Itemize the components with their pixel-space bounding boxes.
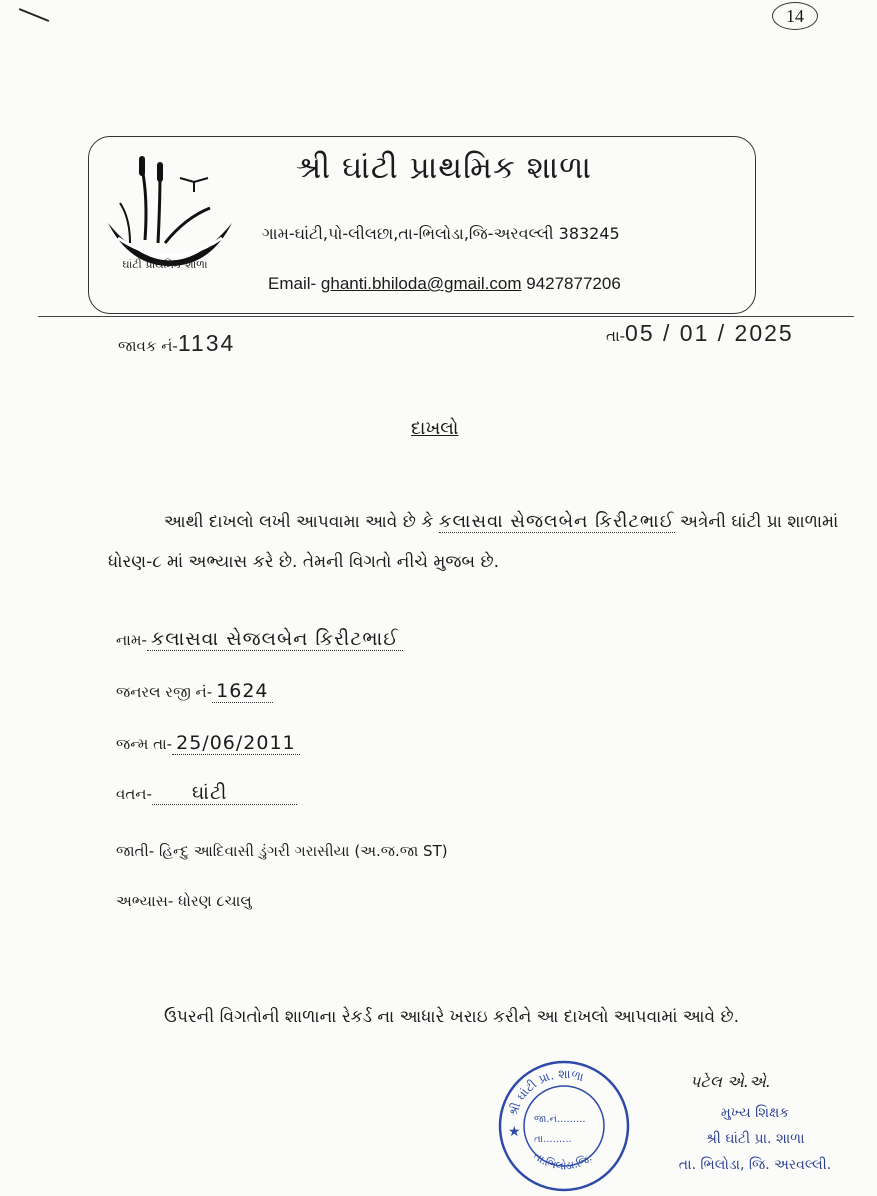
dob-value: 25/06/2011: [172, 732, 300, 755]
study-value: ધોરણ ૮ચાલુ: [178, 892, 252, 910]
pen-mark: [19, 8, 49, 22]
signatory-stamp: [640, 1100, 870, 1178]
caste-label: જાતી-: [116, 842, 155, 860]
contact-line: [268, 274, 621, 294]
study-field: [116, 892, 252, 910]
name-label: નામ-: [116, 631, 147, 649]
name-value: કલાસવા સેજલબેન કિરીટભાઈ: [147, 628, 403, 651]
school-stamp-icon: [494, 1056, 634, 1196]
phone-number: 9427877206: [526, 274, 621, 293]
signatory-place: તા. ભિલોડા, જિ. અરવલ્લી.: [678, 1157, 832, 1173]
native-label: વતન-: [116, 785, 152, 803]
header-divider: [38, 316, 854, 317]
stamp-line-2: તા.........: [534, 1134, 572, 1145]
dob-label: જન્મ તા-: [116, 735, 173, 753]
outward-label: જાવક નં-: [118, 337, 178, 355]
outward-number: [118, 330, 235, 357]
date-value: 05 / 01 / 2025: [625, 320, 794, 346]
outward-value: 1134: [177, 330, 236, 356]
document-heading: દાખલો: [411, 418, 459, 439]
letter-date: [606, 320, 794, 347]
school-address: ગામ-ઘાંટી,પો-લીલછા,તા-ભિલોડા,જિ-અરવલ્લી 383245: [262, 224, 620, 243]
native-field: [116, 782, 297, 804]
star-icon: ★: [508, 1124, 521, 1140]
name-field: [116, 628, 403, 650]
email-label: Email-: [268, 274, 317, 293]
closing-paragraph: ઉપરની વિગતોની શાળાના રેકર્ડ ના આધારે ખરાઇ કરીને આ દાખલો આપવામાં આવે છે.: [164, 1007, 740, 1027]
handwritten-signature: પટેલ એ.એ.: [690, 1072, 771, 1091]
stamp-bottom-text: તા.ભિલોડા.જિ.: [531, 1149, 595, 1173]
svg-text:તા.ભિલોડા.જિ.: [531, 1149, 594, 1172]
stamp-line-1: જા.નં.........: [534, 1114, 586, 1125]
email-link[interactable]: ghanti.bhiloda@gmail.com: [320, 274, 522, 293]
caste-value: હિન્દુ આદિવાસી ડુંગરી ગરાસીયા (અ.જ.જા ST): [158, 842, 448, 860]
stamp-top-text: શ્રી ઘાંટી પ્રા. શાળા: [505, 1066, 586, 1118]
logo-caption: ઘાંટી પ્રાથમિક શાળા: [122, 258, 208, 271]
gr-field: [116, 680, 273, 702]
page-number: 14: [772, 2, 818, 30]
signatory-school: શ્રી ઘાંટી પ્રા. શાળા: [705, 1131, 805, 1147]
student-name-inline: કલાસવા સેજલબેન કિરીટભાઈ: [438, 511, 675, 532]
continuation-text: અત્રેની ઘાંટી પ્રા શાળામાં ધોરણ-૮ માં અભ્યાસ કરે છે. તેમની વિગતો નીચે મુજબ છે.: [108, 512, 839, 572]
gr-label: જનરલ રજી નં-: [116, 683, 213, 701]
svg-text:શ્રી ઘાંટી પ્રા. શાળા: [506, 1067, 585, 1118]
body-paragraph: [108, 502, 868, 582]
caste-field: [116, 842, 448, 860]
dob-field: [116, 732, 300, 754]
date-label: તા-: [606, 327, 626, 345]
intro-text: આથી દાખલો લખી આપવામા આવે છે કે: [164, 512, 434, 532]
gr-value: 1624: [212, 680, 272, 703]
native-value: ઘાંટી: [152, 782, 298, 805]
school-name: શ્રી ઘાંટી પ્રાથમિક શાળા: [296, 150, 592, 186]
study-label: અભ્યાસ-: [116, 892, 174, 910]
signatory-title: મુખ્ય શિક્ષક: [720, 1105, 790, 1121]
